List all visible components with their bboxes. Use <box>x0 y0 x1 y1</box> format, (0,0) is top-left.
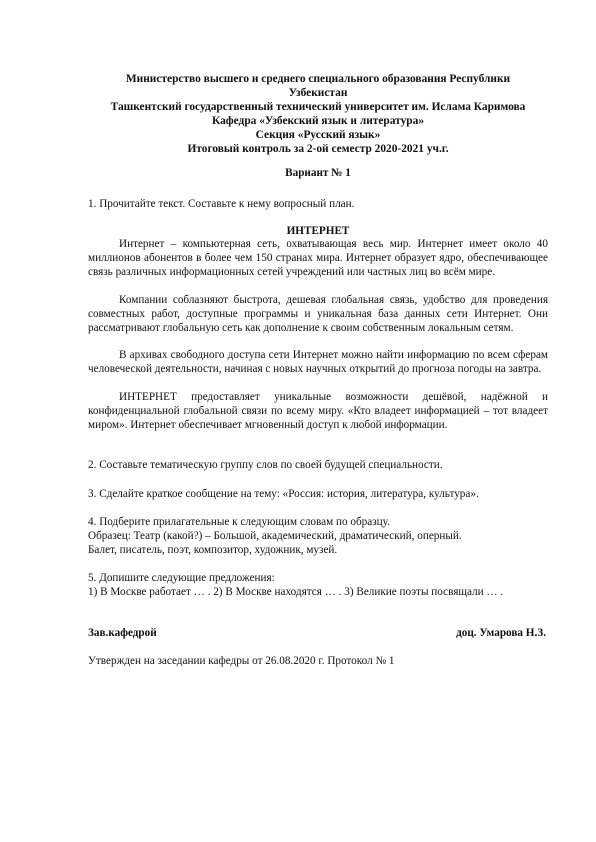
task-4-line-2: Образец: Театр (какой?) – Большой, академический, драматический, оперный. <box>88 530 462 542</box>
paragraph-4-text: ИНТЕРНЕТ предоставляет уникальные возможности дешёвой, надёжной и конфиденциальной глобальной связи по всему миру. «Кто владеет информацией – тот владеет миром». Интернет обеспечивает мгновенный доступ к любой информации. <box>88 391 548 431</box>
paragraph-3 <box>88 349 548 377</box>
approval-note: Утвержден на заседании кафедры от 26.08.2020 г. Протокол № 1 <box>88 655 395 667</box>
header-ministry-line: Министерство высшего и среднего специального образования Республики <box>125 73 511 85</box>
task-3: 3. Сделайте краткое сообщение на тему: «Россия: история, литература, культура». <box>88 488 479 500</box>
task-1: 1. Прочитайте текст. Составьте к нему вопросный план. <box>88 198 355 210</box>
paragraph-4 <box>88 391 548 432</box>
task-2: 2. Составьте тематическую группу слов по своей будущей специальности. <box>88 459 443 471</box>
signature-name: доц. Умарова Н.З. <box>456 627 546 639</box>
paragraph-2 <box>88 294 548 335</box>
task-4-line-3: Балет, писатель, поэт, композитор, художник, музей. <box>88 544 338 556</box>
paragraph-2-text: Компании соблазняют быстрота, дешевая глобальная связь, удобство для проведения совместных работ, доступные программы и уникальная база данных сети Интернет. Они рассматривают глобальную сеть как дополнение к своим собственным локальным сетям. <box>88 294 548 334</box>
paragraph-1-text: Интернет – компьютерная сеть, охватывающая весь мир. Интернет имеет около 40 миллионов абонентов в более чем 150 странах мира. Интернет образует ядро, обеспечивающее связь различных информационных сетей учреждений или частных лиц во всём мире. <box>88 238 548 278</box>
header-exam-line: Итоговый контроль за 2-ой семестр 2020-2021 уч.г. <box>187 143 449 155</box>
task-5-line-1: 5. Допишите следующие предложения: <box>88 572 275 584</box>
header-section-line: Секция «Русский язык» <box>255 129 381 141</box>
variant-title: Вариант № 1 <box>285 167 351 179</box>
header-country-line: Узбекистан <box>288 87 348 99</box>
task-4-line-1: 4. Подберите прилагательные к следующим словам по образцу. <box>88 516 390 528</box>
header-department-line: Кафедра «Узбекский язык и литература» <box>211 115 425 127</box>
text-title: ИНТЕРНЕТ <box>286 225 350 237</box>
signature-title: Зав.кафедрой <box>88 627 157 639</box>
header-university-line: Ташкентский государственный технический университет им. Ислама Каримова <box>110 101 526 113</box>
paragraph-1 <box>88 238 548 279</box>
document-header <box>88 72 548 156</box>
paragraph-3-text: В архивах свободного доступа сети Интернет можно найти информацию по всем сферам человеческой деятельности, начиная с новых научных открытий до прогноза погоды на завтра. <box>88 349 548 375</box>
task-5-line-2: 1) В Москве работает … . 2) В Москве находятся … . 3) Великие поэты посвящали … . <box>88 586 504 598</box>
